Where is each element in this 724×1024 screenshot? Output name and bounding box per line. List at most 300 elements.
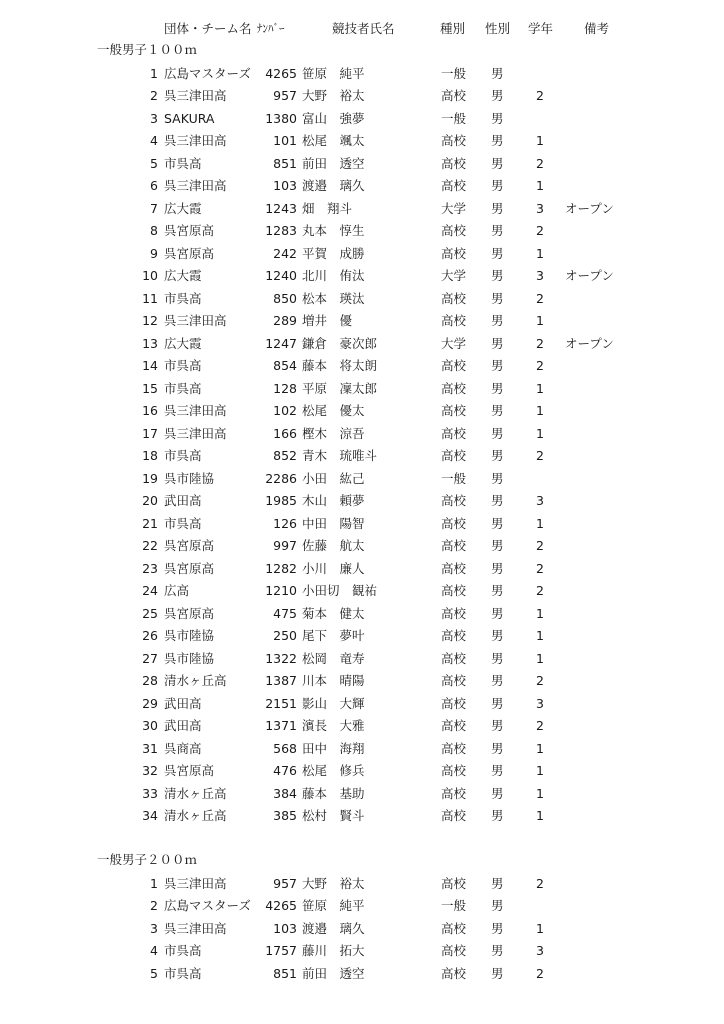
cell-grade: 2	[536, 335, 544, 351]
table-row	[0, 153, 724, 176]
cell-team: 呉宮原高	[164, 605, 215, 621]
table-row	[0, 783, 724, 806]
cell-number: 1757	[265, 943, 297, 958]
table-row	[0, 805, 724, 828]
cell-team: 呉三津田高	[164, 88, 227, 103]
result-rows	[0, 63, 724, 828]
cell-team: 市呉高	[164, 515, 202, 531]
cell-team: 呉三津田高	[164, 178, 227, 193]
cell-name: 藤本 基助	[302, 785, 365, 801]
cell-type: 高校	[441, 425, 467, 441]
cell-name: 青木 琉唯斗	[302, 448, 378, 463]
cell-name: 小田切 観祐	[302, 583, 378, 598]
cell-team: 清水ヶ丘高	[164, 785, 227, 801]
table-row	[0, 895, 724, 918]
cell-type: 大学	[441, 335, 467, 351]
cell-name: 笹原 純平	[302, 898, 365, 913]
cell-grade: 2	[536, 155, 544, 171]
column-header-row	[0, 19, 724, 39]
cell-team: 呉三津田高	[164, 403, 227, 418]
cell-grade: 2	[536, 223, 544, 238]
cell-name: 川本 晴陽	[302, 673, 365, 688]
cell-grade: 2	[536, 718, 544, 733]
cell-name: 平原 凜太郎	[302, 380, 378, 396]
table-row	[0, 558, 724, 581]
cell-team: 市呉高	[164, 358, 202, 373]
cell-grade: 2	[536, 875, 544, 891]
table-row	[0, 760, 724, 783]
table-row	[0, 918, 724, 941]
cell-name: 松岡 竜寿	[302, 650, 365, 666]
cell-sex: 男	[491, 718, 504, 733]
cell-type: 一般	[441, 65, 467, 81]
header-athlete-name: 競技者氏名	[332, 21, 395, 36]
cell-number: 1243	[265, 200, 297, 216]
cell-number: 385	[273, 808, 297, 823]
cell-grade: 2	[536, 673, 544, 688]
cell-sex: 男	[491, 245, 504, 261]
cell-rank: 18	[142, 448, 158, 463]
table-row	[0, 243, 724, 266]
cell-grade: 1	[536, 808, 544, 823]
cell-name: 田中 海翔	[302, 740, 365, 756]
cell-number: 101	[273, 133, 297, 148]
cell-name: 増井 優	[302, 313, 353, 328]
table-row	[0, 490, 724, 513]
table-row	[0, 625, 724, 648]
cell-type: 高校	[441, 290, 467, 306]
cell-type: 高校	[441, 605, 467, 621]
table-row	[0, 63, 724, 86]
cell-name: 渡邉 璃久	[302, 920, 365, 936]
cell-sex: 男	[491, 493, 504, 508]
cell-name: 藤本 将太朗	[302, 358, 378, 373]
cell-number: 242	[273, 245, 297, 261]
cell-rank: 30	[142, 718, 158, 733]
cell-sex: 男	[491, 335, 504, 351]
table-row	[0, 670, 724, 693]
cell-team: 呉商高	[164, 740, 202, 756]
cell-team: 広大霞	[164, 268, 202, 283]
cell-number: 4265	[265, 65, 297, 81]
cell-note: オープン	[565, 268, 614, 283]
cell-rank: 12	[142, 313, 158, 328]
cell-team: 広島マスターズ	[164, 898, 251, 913]
cell-sex: 男	[491, 560, 504, 576]
cell-rank: 2	[150, 88, 158, 103]
header-team: 団体・チーム名	[164, 21, 252, 36]
cell-type: 一般	[441, 898, 467, 913]
cell-type: 高校	[441, 493, 467, 508]
cell-name: 笹原 純平	[302, 65, 365, 81]
cell-rank: 1	[150, 65, 158, 81]
cell-type: 高校	[441, 88, 467, 103]
table-row	[0, 265, 724, 288]
cell-sex: 男	[491, 808, 504, 823]
table-row	[0, 580, 724, 603]
cell-team: SAKURA	[164, 110, 215, 126]
cell-name: 渡邉 璃久	[302, 178, 365, 193]
header-number: ﾅﾝﾊﾞｰ	[257, 22, 285, 35]
cell-sex: 男	[491, 88, 504, 103]
cell-type: 高校	[441, 403, 467, 418]
cell-number: 957	[273, 88, 297, 103]
cell-sex: 男	[491, 583, 504, 598]
header-grade: 学年	[528, 21, 554, 36]
cell-name: 小田 紘己	[302, 470, 365, 486]
cell-type: 高校	[441, 673, 467, 688]
cell-name: 濱長 大雅	[302, 718, 365, 733]
table-row	[0, 423, 724, 446]
cell-rank: 6	[150, 178, 158, 193]
cell-number: 475	[273, 605, 297, 621]
cell-grade: 3	[536, 268, 544, 283]
table-row	[0, 175, 724, 198]
header-sex: 性別	[485, 21, 511, 36]
cell-grade: 1	[536, 763, 544, 778]
cell-number: 384	[273, 785, 297, 801]
table-row	[0, 963, 724, 986]
cell-team: 呉三津田高	[164, 920, 227, 936]
cell-name: 大野 裕太	[302, 875, 365, 891]
cell-team: 呉宮原高	[164, 245, 215, 261]
result-rows	[0, 873, 724, 986]
cell-sex: 男	[491, 898, 504, 913]
cell-type: 高校	[441, 965, 467, 981]
cell-type: 高校	[441, 740, 467, 756]
cell-number: 997	[273, 538, 297, 553]
cell-number: 1240	[265, 268, 297, 283]
cell-rank: 28	[142, 673, 158, 688]
table-row	[0, 535, 724, 558]
cell-type: 大学	[441, 200, 467, 216]
cell-grade: 3	[536, 200, 544, 216]
cell-sex: 男	[491, 650, 504, 666]
cell-type: 一般	[441, 110, 467, 126]
table-row	[0, 468, 724, 491]
cell-team: 市呉高	[164, 290, 202, 306]
cell-name: 松尾 修兵	[302, 763, 365, 778]
cell-team: 武田高	[164, 695, 202, 711]
cell-rank: 22	[142, 538, 158, 553]
cell-team: 広高	[164, 583, 190, 598]
cell-name: 松村 賢斗	[302, 808, 365, 823]
event-title: 一般男子１００ｍ	[97, 42, 198, 57]
cell-sex: 男	[491, 380, 504, 396]
cell-number: 1322	[265, 650, 297, 666]
table-row	[0, 130, 724, 153]
cell-name: 樫木 涼吾	[302, 425, 365, 441]
cell-sex: 男	[491, 178, 504, 193]
table-row	[0, 220, 724, 243]
cell-type: 一般	[441, 470, 467, 486]
table-row	[0, 108, 724, 131]
cell-team: 広大霞	[164, 200, 202, 216]
cell-rank: 5	[150, 965, 158, 981]
cell-grade: 1	[536, 380, 544, 396]
cell-grade: 3	[536, 943, 544, 958]
cell-team: 市呉高	[164, 965, 202, 981]
cell-rank: 29	[142, 695, 158, 711]
cell-name: 小川 廉人	[302, 560, 365, 576]
cell-sex: 男	[491, 425, 504, 441]
cell-rank: 9	[150, 245, 158, 261]
cell-grade: 1	[536, 313, 544, 328]
cell-name: 前田 透空	[302, 155, 365, 171]
cell-grade: 1	[536, 133, 544, 148]
cell-sex: 男	[491, 515, 504, 531]
cell-number: 103	[273, 178, 297, 193]
cell-rank: 3	[150, 110, 158, 126]
cell-name: 北川 侑汰	[302, 268, 365, 283]
cell-grade: 1	[536, 628, 544, 643]
cell-sex: 男	[491, 605, 504, 621]
cell-number: 128	[273, 380, 297, 396]
cell-team: 広大霞	[164, 335, 202, 351]
cell-note: オープン	[565, 335, 614, 351]
cell-grade: 1	[536, 605, 544, 621]
cell-sex: 男	[491, 920, 504, 936]
cell-sex: 男	[491, 628, 504, 643]
cell-type: 高校	[441, 358, 467, 373]
cell-rank: 4	[150, 133, 158, 148]
cell-type: 高校	[441, 785, 467, 801]
cell-rank: 34	[142, 808, 158, 823]
cell-team: 市呉高	[164, 943, 202, 958]
cell-team: 清水ヶ丘高	[164, 808, 227, 823]
cell-rank: 1	[150, 875, 158, 891]
cell-rank: 26	[142, 628, 158, 643]
table-row	[0, 198, 724, 221]
cell-type: 高校	[441, 920, 467, 936]
cell-grade: 2	[536, 88, 544, 103]
cell-team: 呉宮原高	[164, 560, 215, 576]
cell-type: 高校	[441, 380, 467, 396]
cell-type: 高校	[441, 178, 467, 193]
cell-number: 2151	[265, 695, 297, 711]
cell-sex: 男	[491, 200, 504, 216]
cell-number: 2286	[265, 470, 297, 486]
cell-type: 高校	[441, 560, 467, 576]
cell-rank: 23	[142, 560, 158, 576]
cell-rank: 31	[142, 740, 158, 756]
cell-type: 高校	[441, 718, 467, 733]
cell-grade: 3	[536, 493, 544, 508]
cell-team: 呉宮原高	[164, 763, 215, 778]
cell-name: 中田 陽智	[302, 515, 365, 531]
cell-type: 高校	[441, 538, 467, 553]
cell-team: 呉市陸協	[164, 628, 215, 643]
cell-team: 市呉高	[164, 155, 202, 171]
table-row	[0, 940, 724, 963]
table-row	[0, 445, 724, 468]
cell-sex: 男	[491, 695, 504, 711]
cell-team: 市呉高	[164, 448, 202, 463]
table-row	[0, 310, 724, 333]
cell-type: 高校	[441, 763, 467, 778]
cell-name: 大野 裕太	[302, 88, 365, 103]
cell-number: 1283	[265, 223, 297, 238]
cell-rank: 7	[150, 200, 158, 216]
cell-type: 高校	[441, 808, 467, 823]
cell-rank: 17	[142, 425, 158, 441]
cell-sex: 男	[491, 965, 504, 981]
cell-name: 影山 大輝	[302, 695, 365, 711]
cell-sex: 男	[491, 133, 504, 148]
cell-team: 呉三津田高	[164, 313, 227, 328]
cell-number: 1371	[265, 718, 297, 733]
cell-rank: 14	[142, 358, 158, 373]
cell-type: 高校	[441, 313, 467, 328]
cell-rank: 15	[142, 380, 158, 396]
header-type: 種別	[440, 21, 466, 36]
cell-sex: 男	[491, 470, 504, 486]
cell-name: 松尾 優太	[302, 403, 365, 418]
cell-grade: 2	[536, 448, 544, 463]
cell-number: 289	[273, 313, 297, 328]
cell-team: 広島マスターズ	[164, 65, 251, 81]
cell-grade: 1	[536, 740, 544, 756]
cell-rank: 4	[150, 943, 158, 958]
table-row	[0, 603, 724, 626]
cell-name: 尾下 夢叶	[302, 628, 365, 643]
cell-team: 呉三津田高	[164, 425, 227, 441]
cell-sex: 男	[491, 110, 504, 126]
table-row	[0, 85, 724, 108]
event-title: 一般男子２００ｍ	[97, 852, 198, 867]
table-row	[0, 648, 724, 671]
cell-team: 呉宮原高	[164, 538, 215, 553]
cell-number: 1985	[265, 493, 297, 508]
cell-name: 松本 瑛汰	[302, 290, 365, 306]
cell-name: 佐藤 航太	[302, 538, 365, 553]
cell-sex: 男	[491, 223, 504, 238]
cell-team: 武田高	[164, 493, 202, 508]
cell-rank: 33	[142, 785, 158, 801]
cell-grade: 1	[536, 920, 544, 936]
cell-note: オープン	[565, 200, 614, 216]
cell-sex: 男	[491, 268, 504, 283]
cell-rank: 10	[142, 268, 158, 283]
cell-sex: 男	[491, 155, 504, 171]
cell-team: 呉宮原高	[164, 223, 215, 238]
cell-name: 平賀 成勝	[302, 245, 365, 261]
cell-number: 957	[273, 875, 297, 891]
cell-number: 850	[273, 290, 297, 306]
cell-grade: 2	[536, 290, 544, 306]
cell-type: 高校	[441, 695, 467, 711]
cell-name: 藤川 拓大	[302, 943, 365, 958]
table-row	[0, 873, 724, 896]
table-row	[0, 513, 724, 536]
table-row	[0, 355, 724, 378]
cell-rank: 19	[142, 470, 158, 486]
table-row	[0, 333, 724, 356]
cell-number: 103	[273, 920, 297, 936]
cell-grade: 1	[536, 178, 544, 193]
cell-type: 高校	[441, 943, 467, 958]
table-row	[0, 400, 724, 423]
cell-grade: 1	[536, 245, 544, 261]
cell-number: 852	[273, 448, 297, 463]
table-row	[0, 378, 724, 401]
cell-number: 250	[273, 628, 297, 643]
cell-type: 高校	[441, 650, 467, 666]
cell-grade: 2	[536, 583, 544, 598]
cell-sex: 男	[491, 403, 504, 418]
cell-name: 畑 翔斗	[302, 200, 353, 216]
cell-type: 高校	[441, 223, 467, 238]
cell-rank: 11	[142, 290, 158, 306]
cell-name: 鎌倉 豪次郎	[302, 335, 378, 351]
header-note: 備考	[584, 21, 610, 36]
cell-number: 1282	[265, 560, 297, 576]
cell-team: 呉市陸協	[164, 470, 215, 486]
cell-rank: 21	[142, 515, 158, 531]
cell-name: 前田 透空	[302, 965, 365, 981]
cell-type: 高校	[441, 155, 467, 171]
cell-number: 851	[273, 965, 297, 981]
cell-grade: 1	[536, 650, 544, 666]
cell-number: 126	[273, 515, 297, 531]
cell-number: 568	[273, 740, 297, 756]
cell-team: 市呉高	[164, 380, 202, 396]
cell-type: 高校	[441, 448, 467, 463]
cell-sex: 男	[491, 740, 504, 756]
cell-sex: 男	[491, 763, 504, 778]
cell-type: 高校	[441, 875, 467, 891]
cell-rank: 25	[142, 605, 158, 621]
cell-grade: 1	[536, 515, 544, 531]
cell-team: 呉三津田高	[164, 133, 227, 148]
cell-rank: 16	[142, 403, 158, 418]
cell-sex: 男	[491, 290, 504, 306]
cell-rank: 24	[142, 583, 158, 598]
cell-grade: 1	[536, 403, 544, 418]
cell-sex: 男	[491, 943, 504, 958]
cell-number: 4265	[265, 898, 297, 913]
cell-type: 高校	[441, 133, 467, 148]
cell-type: 高校	[441, 628, 467, 643]
cell-rank: 8	[150, 223, 158, 238]
cell-sex: 男	[491, 673, 504, 688]
cell-name: 木山 頼夢	[302, 493, 365, 508]
cell-grade: 2	[536, 358, 544, 373]
cell-grade: 2	[536, 560, 544, 576]
cell-sex: 男	[491, 65, 504, 81]
cell-type: 高校	[441, 583, 467, 598]
cell-name: 松尾 颯太	[302, 133, 365, 148]
cell-number: 1380	[265, 110, 297, 126]
cell-grade: 1	[536, 425, 544, 441]
table-row	[0, 715, 724, 738]
cell-type: 高校	[441, 515, 467, 531]
cell-number: 854	[273, 358, 297, 373]
cell-grade: 2	[536, 965, 544, 981]
cell-rank: 5	[150, 155, 158, 171]
cell-team: 呉三津田高	[164, 875, 227, 891]
cell-sex: 男	[491, 875, 504, 891]
cell-rank: 3	[150, 920, 158, 936]
cell-name: 丸本 惇生	[302, 223, 365, 238]
table-row	[0, 738, 724, 761]
cell-rank: 27	[142, 650, 158, 666]
cell-team: 武田高	[164, 718, 202, 733]
table-row	[0, 693, 724, 716]
cell-number: 1210	[265, 583, 297, 598]
cell-sex: 男	[491, 448, 504, 463]
cell-name: 菊本 健太	[302, 605, 365, 621]
